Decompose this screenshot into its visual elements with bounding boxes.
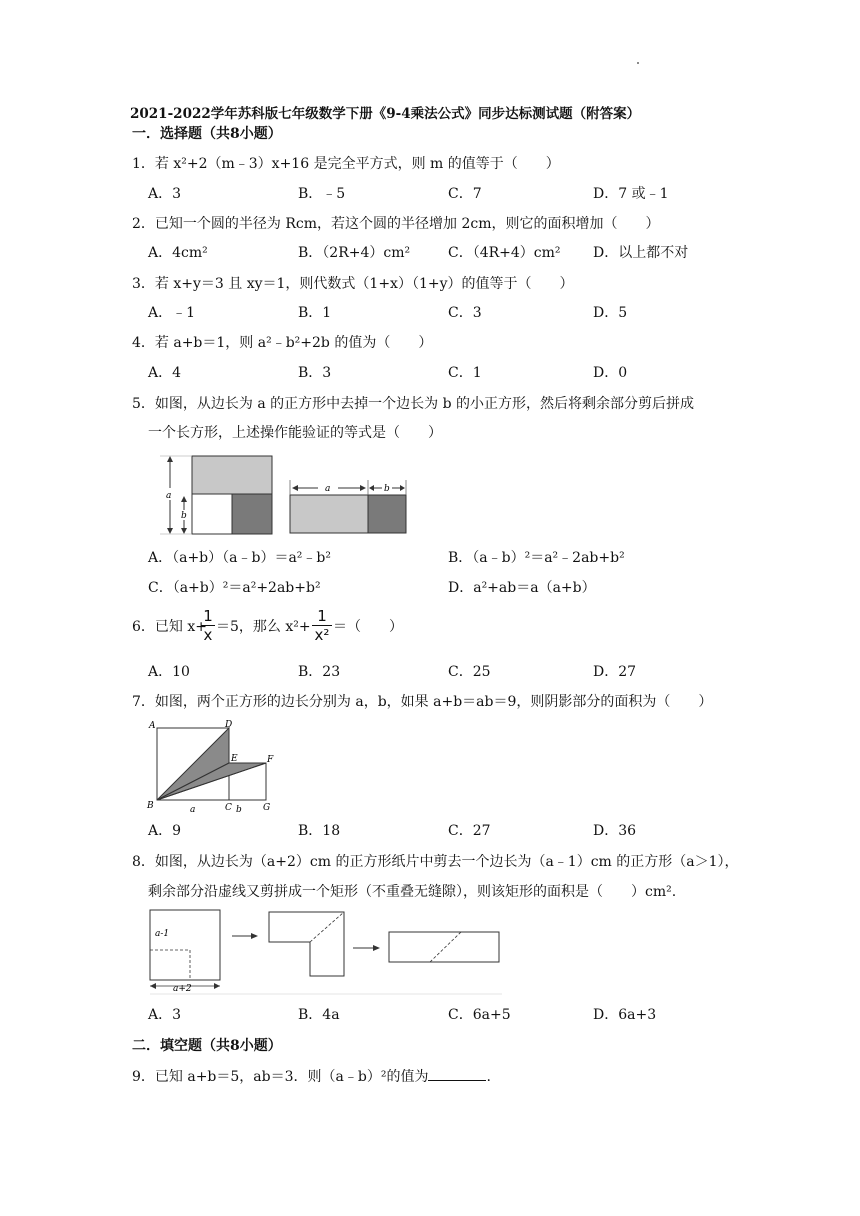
- q6-option-d: D．27: [593, 664, 637, 680]
- q5-label-b2: b: [384, 484, 390, 494]
- question-9: [132, 1066, 491, 1087]
- q4-option-b: B．3: [298, 365, 332, 381]
- q5-label-b: b: [181, 511, 187, 521]
- question-9-text: 9．已知 a+b＝5，ab＝3．则（a﹣b）²的值为: [132, 1069, 429, 1085]
- q7-label-D: D: [225, 720, 233, 730]
- q8-inner-square: [150, 950, 190, 980]
- q8-option-d: D．6a+3: [593, 1007, 657, 1023]
- q7-label-G: G: [263, 803, 271, 813]
- q6-fraction-1: [200, 607, 216, 644]
- q5-label-a2: a: [325, 484, 331, 494]
- q4-option-c: C．1: [448, 365, 482, 381]
- question-1: 1．若 x²+2（m﹣3）x+16 是完全平方式，则 m 的值等于（ ）: [132, 156, 560, 172]
- q8-figure: [145, 904, 505, 996]
- q6-fraction-2-denominator: x²: [314, 626, 330, 644]
- q7-label-b: b: [236, 805, 242, 815]
- q5-top-rect: [192, 456, 272, 494]
- q5-option-a: A．（a+b）（a﹣b）＝a²﹣b²: [148, 550, 331, 566]
- q5-small-square: [232, 494, 272, 534]
- q4-option-d: D．0: [593, 365, 628, 381]
- section-fill-in: 二．填空题（共8小题）: [132, 1038, 282, 1054]
- q7-label-B: B: [147, 801, 154, 811]
- q5-long-rect: [290, 495, 368, 533]
- q6-fraction-2-numerator: 1: [317, 607, 327, 625]
- question-5-line2: 一个长方形，上述操作能验证的等式是（ ）: [148, 425, 442, 441]
- q6-fraction-1-numerator: 1: [203, 607, 213, 625]
- q4-option-a: A．4: [148, 365, 182, 381]
- q7-label-a: a: [190, 805, 196, 815]
- q1-option-c: C．7: [448, 186, 482, 202]
- q7-label-F: F: [267, 755, 274, 765]
- question-8-line1: 8．如图，从边长为（a+2）cm 的正方形纸片中剪去一个边长为（a﹣1）cm 的正方形（a＞1），: [132, 854, 739, 870]
- question-2: 2．已知一个圆的半径为 Rcm，若这个圆的半径增加 2cm，则它的面积增加（ ）: [132, 216, 660, 232]
- question-3: 3．若 x+y＝3 且 xy＝1，则代数式（1+x）（1+y）的值等于（ ）: [132, 276, 574, 292]
- q9-answer-blank[interactable]: [428, 1066, 486, 1081]
- q5-right-square: [368, 495, 406, 533]
- q7-label-E: E: [231, 754, 238, 764]
- q3-option-b: B．1: [298, 305, 332, 321]
- q8-option-a: A．3: [148, 1007, 182, 1023]
- q7-option-a: A．9: [148, 823, 182, 839]
- q7-shaded-triangle-1: [157, 728, 229, 800]
- question-6-post: ＝（ ）: [333, 619, 403, 635]
- q5-figure: [150, 450, 410, 538]
- q2-option-b: B．（2R+4）cm²: [298, 245, 411, 261]
- q2-option-c: C．（4R+4）cm²: [448, 245, 561, 261]
- q8-label-inner: a-1: [155, 929, 170, 939]
- scan-dot: [637, 62, 639, 64]
- q7-option-b: B．18: [298, 823, 341, 839]
- q7-figure: [145, 718, 280, 818]
- q8-outer-square: [150, 910, 220, 980]
- q5-label-a: a: [166, 491, 172, 501]
- question-9-end: .: [486, 1069, 491, 1085]
- q8-label-outer: a+2: [173, 984, 192, 994]
- q8-option-b: B．4a: [298, 1007, 340, 1023]
- q5-option-d: D．a²+ab＝a（a+b）: [448, 580, 596, 596]
- q3-option-c: C．3: [448, 305, 482, 321]
- q5-left-rect: [192, 494, 232, 534]
- question-5-line1: 5．如图，从边长为 a 的正方形中去掉一个边长为 b 的小正方形，然后将剩余部分剪后拼成: [132, 396, 695, 412]
- q7-label-A: A: [149, 721, 156, 731]
- q6-option-b: B．23: [298, 664, 341, 680]
- q5-option-b: B．（a﹣b）²＝a²﹣2ab+b²: [448, 550, 625, 566]
- question-6-mid: ＝5，那么 x²+: [216, 619, 311, 635]
- q6-option-a: A．10: [148, 664, 190, 680]
- q2-option-d: D．以上都不对: [593, 245, 689, 261]
- q8-option-c: C．6a+5: [448, 1007, 511, 1023]
- q1-option-a: A．3: [148, 186, 182, 202]
- q1-option-d: D．7 或﹣1: [593, 186, 669, 202]
- q2-option-a: A．4cm²: [148, 245, 208, 261]
- question-7: 7．如图，两个正方形的边长分别为 a，b，如果 a+b＝ab＝9，则阴影部分的面积为（ ）: [132, 694, 713, 710]
- q5-option-c: C．（a+b）²＝a²+2ab+b²: [148, 580, 321, 596]
- page-title: 2021-2022学年苏科版七年级数学下册《9-4乘法公式》同步达标测试题（附答案）: [130, 106, 641, 122]
- question-4: 4．若 a+b＝1，则 a²﹣b²+2b 的值为（ ）: [132, 335, 433, 351]
- q6-option-c: C．25: [448, 664, 491, 680]
- q3-option-a: A．﹣1: [148, 305, 196, 321]
- q3-option-d: D．5: [593, 305, 628, 321]
- q7-label-C: C: [225, 803, 232, 813]
- q8-rectangle: [389, 932, 499, 962]
- q1-option-b: B．﹣5: [298, 186, 346, 202]
- question-6-pre: 6．已知 x+: [132, 619, 207, 635]
- q6-fraction-2: [311, 607, 333, 644]
- q7-option-c: C．27: [448, 823, 491, 839]
- question-8-line2: 剩余部分沿虚线又剪拼成一个矩形（不重叠无缝隙），则该矩形的面积是（ ）cm².: [148, 884, 677, 900]
- section-choice: 一．选择题（共8小题）: [132, 126, 282, 142]
- q6-fraction-1-denominator: x: [203, 626, 213, 644]
- q7-option-d: D．36: [593, 823, 637, 839]
